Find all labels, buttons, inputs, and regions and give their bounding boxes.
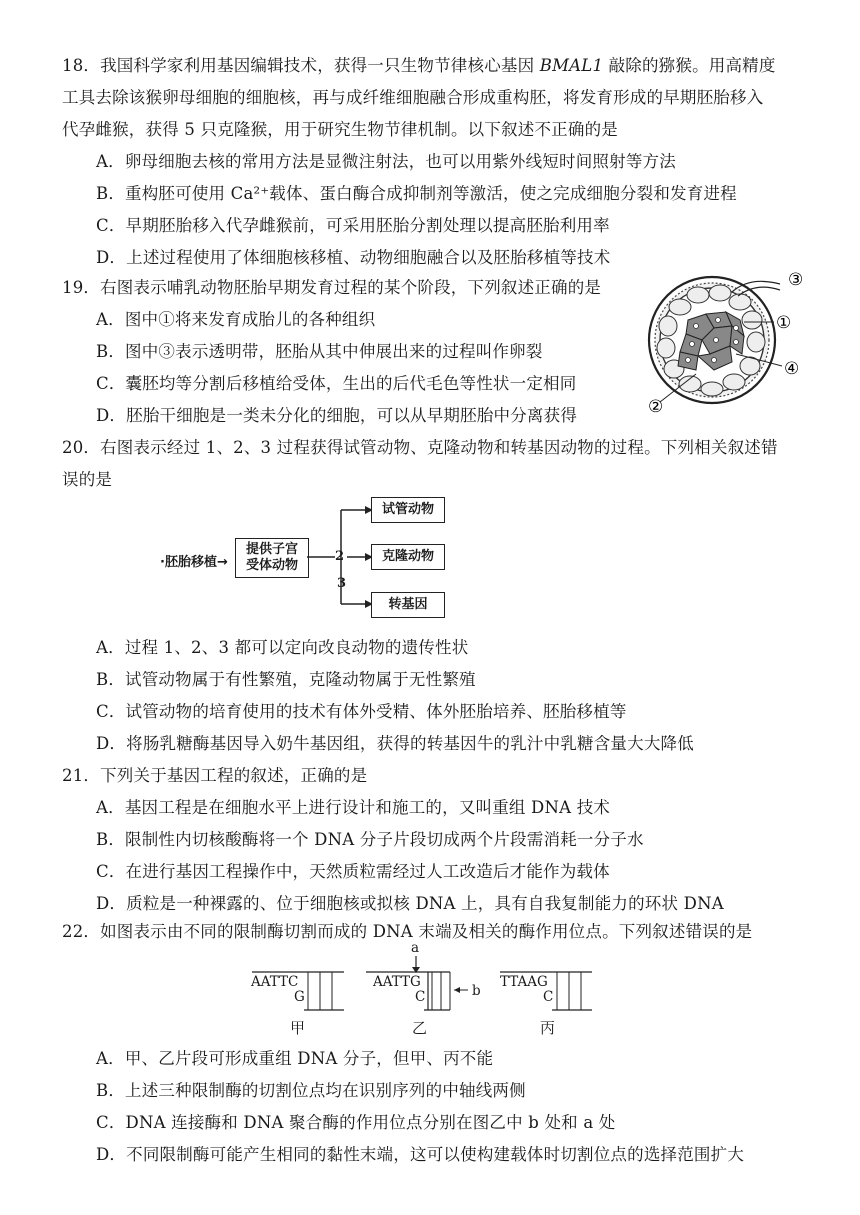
fragment-bing-lines [500,970,595,1014]
q19-option-a: A．图中①将来发育成胎儿的各种组织 [96,310,376,329]
fragment-jia-top: AATTC [251,974,299,990]
site-b-label: b [472,983,481,999]
q18-stem-1a: 18．我国科学家利用基因编辑技术，获得一只生物节律核心基因 [62,56,540,75]
fragment-jia-bottom: G [294,989,305,1005]
label-1: ① [776,313,792,333]
site-a-label: a [411,940,420,956]
q18-stem-1b: 敲除的猕猴。用高精度 [603,56,776,75]
q21-option-a: A．基因工程是在细胞水平上进行设计和施工的，又叫重组 DNA 技术 [96,798,611,817]
q20-stem-line-1: 20．右图表示经过 1、2、3 过程获得试管动物、克隆动物和转基因动物的过程。下列相关叙述错 [62,438,778,457]
q19-option-c: C．囊胚均等分割后移植给受体，生出的后代毛色等性状一定相同 [96,374,577,393]
q21-option-b: B．限制性内切核酸酶将一个 DNA 分子片段切成两个片段需消耗一分子水 [96,830,644,849]
label-2: ② [648,397,664,417]
q22-option-b: B．上述三种限制酶的切割位点均在识别序列的中轴线两侧 [96,1081,526,1100]
fragment-bing-top: TTAAG [500,974,548,990]
q18-stem-line-3: 代孕雌猴，获得 5 只克隆猴，用于研究生物节律机制。以下叙述不正确的是 [62,120,618,139]
q18-gene-name: BMAL1 [539,56,604,75]
transgenic-box: 转基因 [371,592,445,618]
q19-option-d: D．胚胎干细胞是一类未分化的细胞，可以从早期胚胎中分离获得 [96,406,578,425]
q18-option-b: B．重构胚可使用 Ca²⁺载体、蛋白酶合成抑制剂等激活，使之完成细胞分裂和发育进程 [96,184,737,203]
fragment-bing-name: 丙 [540,1019,556,1037]
q18-option-c: C．早期胚胎移入代孕雌猴前，可采用胚胎分割处理以提高胚胎利用率 [96,216,610,235]
fragment-jia-name: 甲 [290,1019,306,1037]
q18-option-d: D．上述过程使用了体细胞核移植、动物细胞融合以及胚胎移植等技术 [96,248,611,267]
q20-stem-line-2: 误的是 [62,470,113,489]
label-4: ④ [784,359,800,379]
embryo-transfer-label: ·胚胎移植→ [160,555,228,570]
fragment-yi-top: AATTG [373,974,421,990]
q20-option-c: C．试管动物的培育使用的技术有体外受精、体外胚胎培养、胚胎移植等 [96,702,627,721]
test-tube-animal-box: 试管动物 [371,497,445,523]
q21-option-c: C．在进行基因工程操作中，天然质粒需经过人工改造后才能作为载体 [96,862,610,881]
process-2-label: 2 [335,549,345,564]
fragment-yi-bottom: C [415,989,426,1005]
q20-option-b: B．试管动物属于有性繁殖，克隆动物属于无性繁殖 [96,670,476,689]
fragment-bing-bottom: C [543,989,554,1005]
q19-option-b: B．图中③表示透明带，胚胎从其中伸展出来的过程叫作卵裂 [96,342,543,361]
q18-option-a: A．卵母细胞去核的常用方法是显微注射法，也可以用紫外线短时间照射等方法 [96,152,676,171]
fragment-yi-lines [366,970,470,1014]
q18-stem-line-2: 工具去除该猴卵母细胞的细胞核，再与成纤维细胞融合形成重构胚，将发育形成的早期胚胎移入 [62,88,764,107]
q18-stem-line-1 [62,52,776,76]
blastocyst-figure [640,262,840,422]
surrogate-box: 提供子宫 受体动物 [235,538,309,578]
fragment-jia-lines [252,970,347,1014]
q20-option-d: D．将肠乳糖酶基因导入奶牛基因组，获得的转基因牛的乳汁中乳糖含量大大降低 [96,734,694,753]
q21-stem: 21．下列关于基因工程的叙述，正确的是 [62,766,368,785]
label-3: ③ [788,270,804,290]
q22-option-c: C．DNA 连接酶和 DNA 聚合酶的作用位点分别在图乙中 b 处和 a 处 [96,1113,616,1132]
process-3-label: 3 [337,576,347,591]
fragment-yi-name: 乙 [412,1019,428,1037]
q19-stem: 19．右图表示哺乳动物胚胎早期发育过程的某个阶段，下列叙述正确的是 [62,278,602,297]
q22-option-d: D．不同限制酶可能产生相同的黏性末端，这可以使构建载体时切割位点的选择范围扩大 [96,1145,745,1164]
q22-option-a: A．甲、乙片段可形成重组 DNA 分子，但甲、丙不能 [96,1049,494,1068]
q21-option-d: D．质粒是一种裸露的、位于细胞核或拟核 DNA 上，具有自我复制能力的环状 DNA [96,894,724,913]
q22-stem: 22．如图表示由不同的限制酶切割而成的 DNA 末端及相关的酶作用位点。下列叙述错误的是 [62,922,753,941]
q20-option-a: A．过程 1、2、3 都可以定向改良动物的遗传性状 [96,638,469,657]
cloned-animal-box: 克隆动物 [371,544,445,570]
